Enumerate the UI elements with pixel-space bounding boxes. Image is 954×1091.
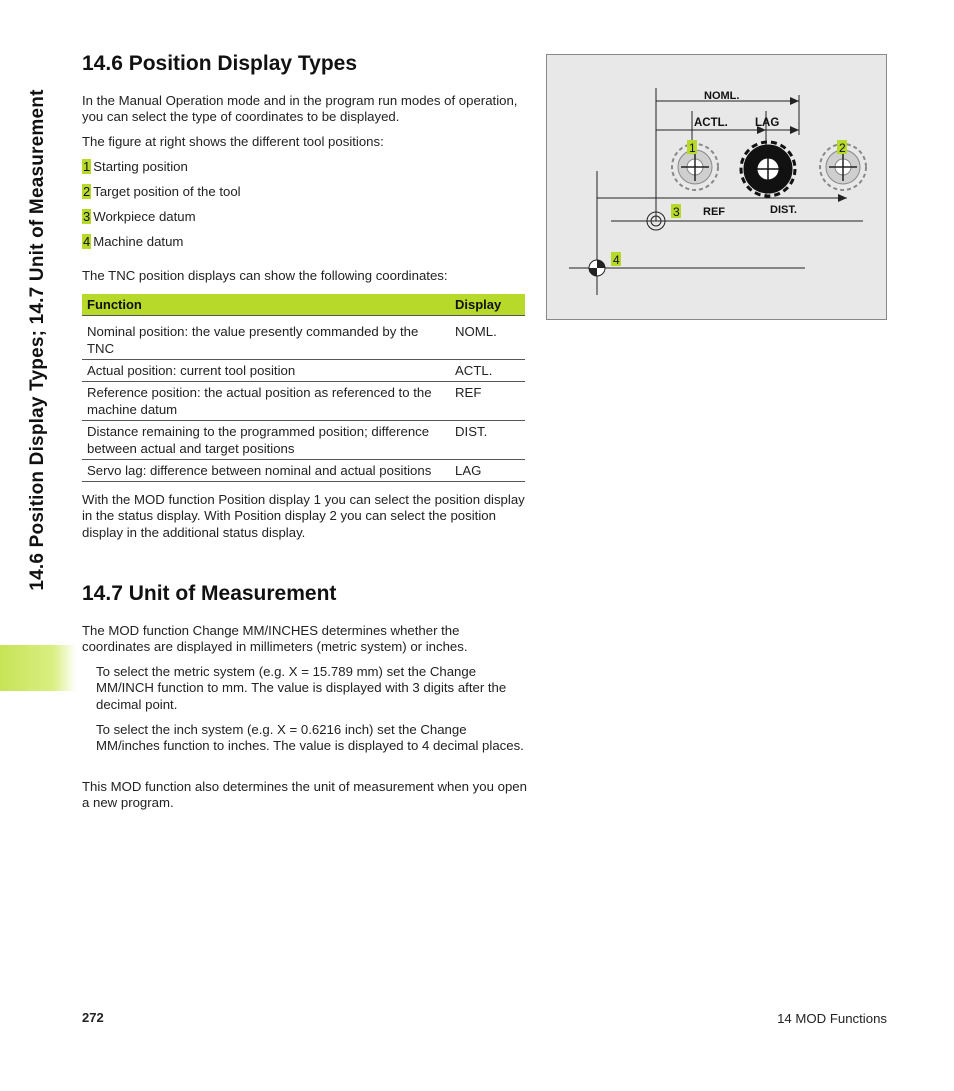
item-text: Workpiece datum: [93, 209, 196, 224]
bullet-inch: To select the inch system (e.g. X = 0.6216 inch) set the Change MM/inches function to inches. The value is displayed to 4 decimal places.: [96, 722, 524, 754]
column-header-display: Display: [450, 294, 525, 316]
item-text: Starting position: [93, 159, 188, 174]
table-intro: The TNC position displays can show the following coordinates:: [82, 268, 448, 283]
item-number: 4: [83, 234, 91, 249]
display-cell: DIST.: [450, 421, 525, 460]
label-dist: DIST.: [770, 204, 797, 216]
bullet-metric: To select the metric system (e.g. X = 15.789 mm) set the Change MM/INCH function to mm. The value is displayed with 3 digits after the decimal point.: [96, 664, 507, 712]
item-text: Machine datum: [93, 234, 184, 249]
running-title: [0, 40, 76, 640]
unit-intro: The MOD function Change MM/INCHES determines whether the coordinates are displayed in millimeters (metric system) or inches.: [82, 623, 468, 655]
function-cell: Distance remaining to the programmed position; difference between actual and target positions: [82, 421, 450, 460]
list-item: [82, 184, 241, 200]
marker-1: 1: [689, 141, 696, 155]
tool-positions-diagram: [547, 55, 888, 321]
tool-positions-figure: [546, 54, 887, 320]
coordinates-table: [82, 294, 525, 482]
chapter-footer: 14 MOD Functions: [777, 1011, 887, 1026]
list-item: [82, 234, 183, 250]
intro-paragraph: In the Manual Operation mode and in the program run modes of operation, you can select the type of coordinates to be displayed.: [82, 93, 518, 125]
position-display-paragraph: With the MOD function Position display 1 you can select the position display in the status display. With Position display 2 you can select the position display in the additional status display.: [82, 492, 525, 540]
function-cell: Servo lag: difference between nominal and actual positions: [82, 460, 450, 482]
running-title-text: 14.6 Position Display Types; 14.7 Unit of Measurement: [27, 89, 48, 591]
section-heading-position-display: 14.6 Position Display Types: [82, 52, 358, 75]
chapter-tab: [0, 645, 76, 691]
page-number: 272: [82, 1010, 104, 1025]
machine-datum-icon: [589, 260, 605, 276]
item-number: 3: [83, 209, 91, 224]
figure-intro: The figure at right shows the different tool positions:: [82, 134, 384, 149]
column-header-function: Function: [82, 294, 450, 316]
list-item: [82, 159, 188, 175]
item-number: 1: [83, 159, 91, 174]
function-cell: Actual position: current tool position: [82, 360, 450, 382]
section-heading-unit-of-measurement: 14.7 Unit of Measurement: [82, 582, 337, 605]
display-cell: REF: [450, 382, 525, 421]
marker-3: 3: [673, 205, 680, 219]
label-lag: LAG: [755, 117, 780, 129]
label-ref: REF: [703, 206, 725, 218]
function-cell: Nominal position: the value presently commanded by the TNC: [82, 316, 450, 360]
label-noml: NOML.: [704, 90, 740, 102]
display-cell: LAG: [450, 460, 525, 482]
label-actl: ACTL.: [694, 117, 728, 129]
item-number: 2: [83, 184, 91, 199]
display-cell: NOML.: [450, 316, 525, 360]
table-row: [82, 360, 525, 382]
list-item: [82, 209, 196, 225]
tool-actual-icon: [741, 142, 795, 196]
table-row: [82, 316, 525, 360]
display-cell: ACTL.: [450, 360, 525, 382]
marker-4: 4: [613, 253, 620, 267]
function-cell: Reference position: the actual position as referenced to the machine datum: [82, 382, 450, 421]
marker-2: 2: [839, 141, 846, 155]
closing-paragraph: This MOD function also determines the unit of measurement when you open a new program.: [82, 779, 527, 811]
item-text: Target position of the tool: [93, 184, 241, 199]
table-row: [82, 460, 525, 482]
table-row: [82, 421, 525, 460]
table-row: [82, 382, 525, 421]
